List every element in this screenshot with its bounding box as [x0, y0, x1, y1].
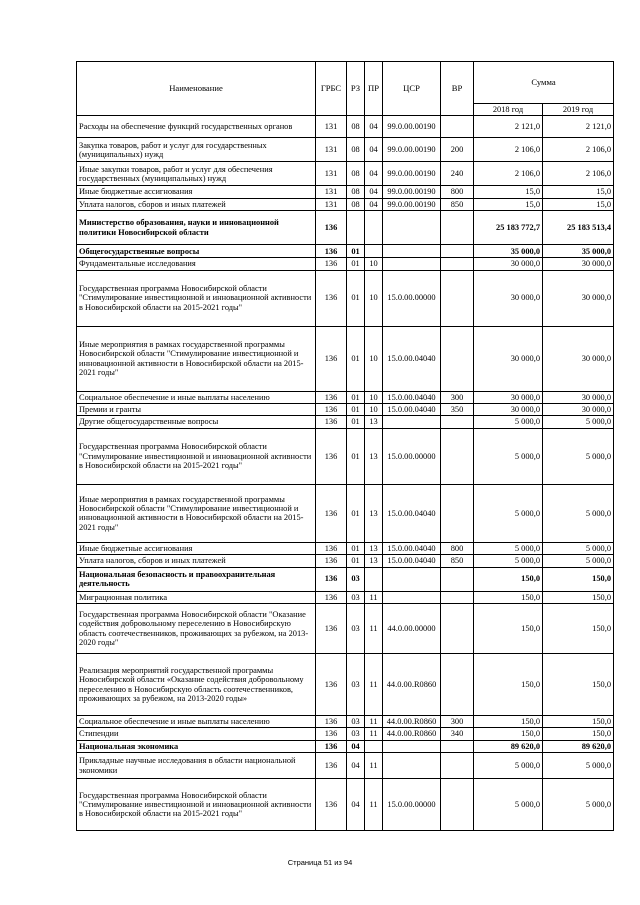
- cell-pr: 11: [365, 779, 383, 831]
- header-name: Наименование: [77, 62, 316, 116]
- cell-name: Фундаментальные исследования: [77, 258, 316, 270]
- cell-sum-2018: 5 000,0: [474, 753, 543, 779]
- cell-pr: 13: [365, 555, 383, 567]
- cell-vr: 850: [441, 198, 474, 210]
- cell-pr: 13: [365, 428, 383, 484]
- cell-csr: 15.0.00.00000: [383, 270, 441, 326]
- header-csr: ЦСР: [383, 62, 441, 116]
- cell-grbs: 131: [316, 116, 347, 138]
- cell-grbs: 136: [316, 270, 347, 326]
- table-row: [77, 779, 614, 831]
- cell-csr: [383, 740, 441, 752]
- cell-sum-2019: 5 000,0: [543, 779, 614, 831]
- cell-rz: 08: [347, 162, 365, 186]
- cell-grbs: 136: [316, 567, 347, 591]
- cell-rz: 01: [347, 245, 365, 258]
- cell-pr: 13: [365, 542, 383, 554]
- cell-sum-2018: 35 000,0: [474, 245, 543, 258]
- cell-pr: 04: [365, 198, 383, 210]
- cell-sum-2018: 150,0: [474, 728, 543, 740]
- cell-csr: 15.0.00.04040: [383, 542, 441, 554]
- cell-vr: 300: [441, 391, 474, 403]
- cell-vr: 800: [441, 186, 474, 198]
- cell-rz: [347, 211, 365, 245]
- cell-vr: [441, 604, 474, 654]
- table-row: [77, 716, 614, 728]
- cell-name: Иные бюджетные ассигнования: [77, 186, 316, 198]
- table-row: [77, 162, 614, 186]
- cell-rz: 01: [347, 270, 365, 326]
- cell-sum-2018: 2 106,0: [474, 138, 543, 162]
- cell-grbs: 136: [316, 404, 347, 416]
- cell-grbs: 136: [316, 740, 347, 752]
- cell-rz: 01: [347, 326, 365, 391]
- cell-name: Расходы на обеспечение функций государственных органов: [77, 116, 316, 138]
- cell-rz: 01: [347, 258, 365, 270]
- cell-name: Другие общегосударственные вопросы: [77, 416, 316, 428]
- cell-vr: 240: [441, 162, 474, 186]
- table-body: [77, 116, 614, 831]
- page-footer: Страница 51 из 94: [287, 858, 353, 867]
- cell-vr: [441, 779, 474, 831]
- cell-sum-2019: 15,0: [543, 186, 614, 198]
- cell-name: Уплата налогов, сборов и иных платежей: [77, 198, 316, 210]
- cell-name: Закупка товаров, работ и услуг для государственных (муниципальных) нужд: [77, 138, 316, 162]
- cell-sum-2019: 30 000,0: [543, 404, 614, 416]
- header-vr: ВР: [441, 62, 474, 116]
- cell-vr: [441, 326, 474, 391]
- cell-name: Миграционная политика: [77, 591, 316, 603]
- cell-csr: [383, 211, 441, 245]
- cell-pr: 04: [365, 162, 383, 186]
- cell-rz: 04: [347, 779, 365, 831]
- cell-pr: [365, 740, 383, 752]
- cell-pr: 13: [365, 484, 383, 542]
- cell-grbs: 136: [316, 211, 347, 245]
- cell-rz: 03: [347, 591, 365, 603]
- cell-csr: 44.0.00.00000: [383, 604, 441, 654]
- cell-grbs: 136: [316, 326, 347, 391]
- cell-pr: 11: [365, 716, 383, 728]
- table-row: [77, 542, 614, 554]
- cell-pr: 04: [365, 116, 383, 138]
- table-row: [77, 245, 614, 258]
- cell-sum-2018: 5 000,0: [474, 555, 543, 567]
- cell-pr: [365, 211, 383, 245]
- cell-name: Государственная программа Новосибирской области "Стимулирование инвестиционной и инновационной активности в Новосибирской области на 2015-2021 годы": [77, 779, 316, 831]
- cell-pr: 11: [365, 604, 383, 654]
- cell-csr: 15.0.00.04040: [383, 391, 441, 403]
- cell-grbs: 136: [316, 416, 347, 428]
- cell-rz: 08: [347, 138, 365, 162]
- cell-sum-2019: 2 106,0: [543, 138, 614, 162]
- cell-rz: 01: [347, 555, 365, 567]
- cell-sum-2018: 150,0: [474, 654, 543, 716]
- cell-sum-2019: 30 000,0: [543, 326, 614, 391]
- cell-sum-2018: 5 000,0: [474, 484, 543, 542]
- cell-rz: 04: [347, 740, 365, 752]
- cell-rz: 03: [347, 567, 365, 591]
- table-row: [77, 567, 614, 591]
- cell-rz: 08: [347, 116, 365, 138]
- cell-grbs: 131: [316, 198, 347, 210]
- table-row: [77, 728, 614, 740]
- cell-vr: [441, 740, 474, 752]
- cell-rz: 01: [347, 484, 365, 542]
- cell-csr: [383, 245, 441, 258]
- cell-vr: 850: [441, 555, 474, 567]
- cell-sum-2018: 150,0: [474, 604, 543, 654]
- header-pr: ПР: [365, 62, 383, 116]
- cell-rz: 04: [347, 753, 365, 779]
- cell-sum-2019: 89 620,0: [543, 740, 614, 752]
- cell-sum-2018: 5 000,0: [474, 428, 543, 484]
- cell-vr: [441, 591, 474, 603]
- cell-csr: 99.0.00.00190: [383, 198, 441, 210]
- cell-name: Социальное обеспечение и иные выплаты населению: [77, 391, 316, 403]
- cell-sum-2018: 30 000,0: [474, 391, 543, 403]
- table-row: [77, 270, 614, 326]
- cell-sum-2019: 30 000,0: [543, 391, 614, 403]
- cell-grbs: 136: [316, 542, 347, 554]
- cell-sum-2019: 150,0: [543, 591, 614, 603]
- cell-name: Министерство образования, науки и инновационной политики Новосибирской области: [77, 211, 316, 245]
- cell-grbs: 136: [316, 555, 347, 567]
- cell-csr: 15.0.00.00000: [383, 779, 441, 831]
- cell-grbs: 131: [316, 186, 347, 198]
- cell-sum-2019: 15,0: [543, 198, 614, 210]
- cell-vr: [441, 654, 474, 716]
- table-row: [77, 198, 614, 210]
- cell-name: Государственная программа Новосибирской области "Оказание содействия добровольному переселению в Новосибирскую область соотечественников, проживающих за рубежом, на 2013-2020 годы": [77, 604, 316, 654]
- table-row: [77, 555, 614, 567]
- cell-csr: 15.0.00.04040: [383, 484, 441, 542]
- cell-vr: [441, 567, 474, 591]
- cell-sum-2019: 5 000,0: [543, 484, 614, 542]
- cell-rz: 03: [347, 604, 365, 654]
- cell-csr: 44.0.00.R0860: [383, 728, 441, 740]
- cell-grbs: 136: [316, 484, 347, 542]
- cell-vr: 200: [441, 138, 474, 162]
- table-row: [77, 326, 614, 391]
- cell-sum-2019: 150,0: [543, 654, 614, 716]
- cell-rz: 03: [347, 716, 365, 728]
- cell-sum-2018: 2 106,0: [474, 162, 543, 186]
- cell-vr: [441, 270, 474, 326]
- cell-rz: 01: [347, 428, 365, 484]
- cell-grbs: 136: [316, 428, 347, 484]
- cell-name: Социальное обеспечение и иные выплаты населению: [77, 716, 316, 728]
- cell-csr: 44.0.00.R0860: [383, 654, 441, 716]
- cell-name: Реализация мероприятий государственной программы Новосибирской области «Оказание содействия добровольному переселению в Новосибирскую область соотечественников, проживающих за рубежом, на 2013-2020 годы»: [77, 654, 316, 716]
- cell-csr: 15.0.00.04040: [383, 404, 441, 416]
- cell-name: Стипендии: [77, 728, 316, 740]
- cell-sum-2019: 5 000,0: [543, 753, 614, 779]
- cell-name: Иные закупки товаров, работ и услуг для обеспечения государственных (муниципальных) нужд: [77, 162, 316, 186]
- cell-pr: 04: [365, 186, 383, 198]
- cell-csr: 99.0.00.00190: [383, 162, 441, 186]
- cell-sum-2019: 5 000,0: [543, 542, 614, 554]
- table-row: [77, 404, 614, 416]
- table-row: [77, 116, 614, 138]
- table-row: [77, 186, 614, 198]
- cell-grbs: 131: [316, 138, 347, 162]
- cell-grbs: 136: [316, 258, 347, 270]
- cell-pr: 11: [365, 591, 383, 603]
- cell-sum-2019: 5 000,0: [543, 428, 614, 484]
- cell-sum-2018: 150,0: [474, 591, 543, 603]
- cell-rz: 03: [347, 654, 365, 716]
- cell-name: Государственная программа Новосибирской области "Стимулирование инвестиционной и инновационной активности в Новосибирской области на 2015-2021 годы": [77, 428, 316, 484]
- cell-vr: [441, 416, 474, 428]
- budget-table: [76, 61, 614, 831]
- cell-rz: 01: [347, 416, 365, 428]
- cell-name: Иные бюджетные ассигнования: [77, 542, 316, 554]
- header-sum: Сумма: [474, 62, 614, 104]
- cell-csr: 99.0.00.00190: [383, 116, 441, 138]
- table-row: [77, 416, 614, 428]
- table-row: [77, 753, 614, 779]
- cell-sum-2019: 30 000,0: [543, 270, 614, 326]
- cell-sum-2018: 30 000,0: [474, 326, 543, 391]
- cell-vr: [441, 428, 474, 484]
- cell-sum-2019: 150,0: [543, 728, 614, 740]
- cell-grbs: 136: [316, 654, 347, 716]
- table-row: [77, 391, 614, 403]
- cell-csr: [383, 591, 441, 603]
- cell-name: Государственная программа Новосибирской области "Стимулирование инвестиционной и инновационной активности в Новосибирской области на 2015-2021 годы": [77, 270, 316, 326]
- cell-sum-2019: 150,0: [543, 716, 614, 728]
- cell-rz: 03: [347, 728, 365, 740]
- cell-pr: 10: [365, 270, 383, 326]
- cell-vr: [441, 245, 474, 258]
- cell-sum-2018: 150,0: [474, 716, 543, 728]
- cell-sum-2019: 35 000,0: [543, 245, 614, 258]
- cell-name: Прикладные научные исследования в области национальной экономики: [77, 753, 316, 779]
- cell-name: Национальная экономика: [77, 740, 316, 752]
- cell-vr: 300: [441, 716, 474, 728]
- cell-sum-2018: 89 620,0: [474, 740, 543, 752]
- cell-sum-2018: 25 183 772,7: [474, 211, 543, 245]
- cell-csr: 15.0.00.04040: [383, 326, 441, 391]
- cell-pr: 11: [365, 753, 383, 779]
- cell-grbs: 136: [316, 591, 347, 603]
- cell-csr: [383, 567, 441, 591]
- header-rz: РЗ: [347, 62, 365, 116]
- cell-vr: [441, 211, 474, 245]
- cell-vr: [441, 484, 474, 542]
- cell-sum-2018: 30 000,0: [474, 270, 543, 326]
- table-row: [77, 591, 614, 603]
- cell-sum-2018: 15,0: [474, 198, 543, 210]
- cell-rz: 08: [347, 198, 365, 210]
- cell-sum-2018: 150,0: [474, 567, 543, 591]
- cell-sum-2018: 15,0: [474, 186, 543, 198]
- cell-grbs: 136: [316, 604, 347, 654]
- cell-sum-2019: 150,0: [543, 604, 614, 654]
- cell-csr: 99.0.00.00190: [383, 138, 441, 162]
- cell-sum-2018: 2 121,0: [474, 116, 543, 138]
- cell-rz: 01: [347, 404, 365, 416]
- cell-name: Уплата налогов, сборов и иных платежей: [77, 555, 316, 567]
- cell-csr: [383, 416, 441, 428]
- cell-csr: [383, 258, 441, 270]
- table-row: [77, 604, 614, 654]
- table-row: [77, 484, 614, 542]
- cell-pr: 04: [365, 138, 383, 162]
- cell-sum-2018: 30 000,0: [474, 258, 543, 270]
- cell-pr: 13: [365, 416, 383, 428]
- cell-sum-2019: 5 000,0: [543, 555, 614, 567]
- cell-vr: 800: [441, 542, 474, 554]
- cell-sum-2019: 2 106,0: [543, 162, 614, 186]
- table-row: [77, 428, 614, 484]
- header-year-2018: 2018 год: [474, 104, 543, 116]
- cell-sum-2019: 5 000,0: [543, 416, 614, 428]
- cell-name: Иные мероприятия в рамках государственной программы Новосибирской области "Стимулирование инвестиционной и инновационной активности в Новосибирской области на 2015-2021 годы": [77, 326, 316, 391]
- cell-name: Иные мероприятия в рамках государственной программы Новосибирской области "Стимулирование инвестиционной и инновационной активности в Новосибирской области на 2015-2021 годы": [77, 484, 316, 542]
- cell-pr: 10: [365, 404, 383, 416]
- cell-grbs: 136: [316, 728, 347, 740]
- cell-csr: 44.0.00.R0860: [383, 716, 441, 728]
- cell-sum-2019: 30 000,0: [543, 258, 614, 270]
- table-row: [77, 138, 614, 162]
- cell-csr: [383, 753, 441, 779]
- cell-sum-2018: 5 000,0: [474, 779, 543, 831]
- cell-pr: 11: [365, 728, 383, 740]
- cell-grbs: 136: [316, 753, 347, 779]
- cell-rz: 08: [347, 186, 365, 198]
- cell-grbs: 136: [316, 391, 347, 403]
- cell-grbs: 136: [316, 716, 347, 728]
- cell-vr: [441, 753, 474, 779]
- cell-csr: 15.0.00.04040: [383, 555, 441, 567]
- cell-vr: 340: [441, 728, 474, 740]
- cell-sum-2018: 5 000,0: [474, 416, 543, 428]
- cell-rz: 01: [347, 391, 365, 403]
- cell-pr: 10: [365, 326, 383, 391]
- cell-grbs: 131: [316, 162, 347, 186]
- header-year-2019: 2019 год: [543, 104, 614, 116]
- cell-name: Общегосударственные вопросы: [77, 245, 316, 258]
- cell-pr: [365, 245, 383, 258]
- cell-vr: [441, 116, 474, 138]
- cell-sum-2018: 30 000,0: [474, 404, 543, 416]
- cell-vr: [441, 258, 474, 270]
- cell-rz: 01: [347, 542, 365, 554]
- cell-csr: 99.0.00.00190: [383, 186, 441, 198]
- table-row: [77, 211, 614, 245]
- cell-sum-2019: 2 121,0: [543, 116, 614, 138]
- cell-sum-2019: 150,0: [543, 567, 614, 591]
- cell-csr: 15.0.00.00000: [383, 428, 441, 484]
- cell-name: Премии и гранты: [77, 404, 316, 416]
- table-row: [77, 654, 614, 716]
- table-row: [77, 258, 614, 270]
- table-row: [77, 740, 614, 752]
- cell-pr: [365, 567, 383, 591]
- cell-pr: 11: [365, 654, 383, 716]
- cell-pr: 10: [365, 391, 383, 403]
- header-grbs: ГРБС: [316, 62, 347, 116]
- cell-sum-2019: 25 183 513,4: [543, 211, 614, 245]
- cell-sum-2018: 5 000,0: [474, 542, 543, 554]
- cell-name: Национальная безопасность и правоохранительная деятельность: [77, 567, 316, 591]
- cell-vr: 350: [441, 404, 474, 416]
- cell-pr: 10: [365, 258, 383, 270]
- cell-grbs: 136: [316, 245, 347, 258]
- cell-grbs: 136: [316, 779, 347, 831]
